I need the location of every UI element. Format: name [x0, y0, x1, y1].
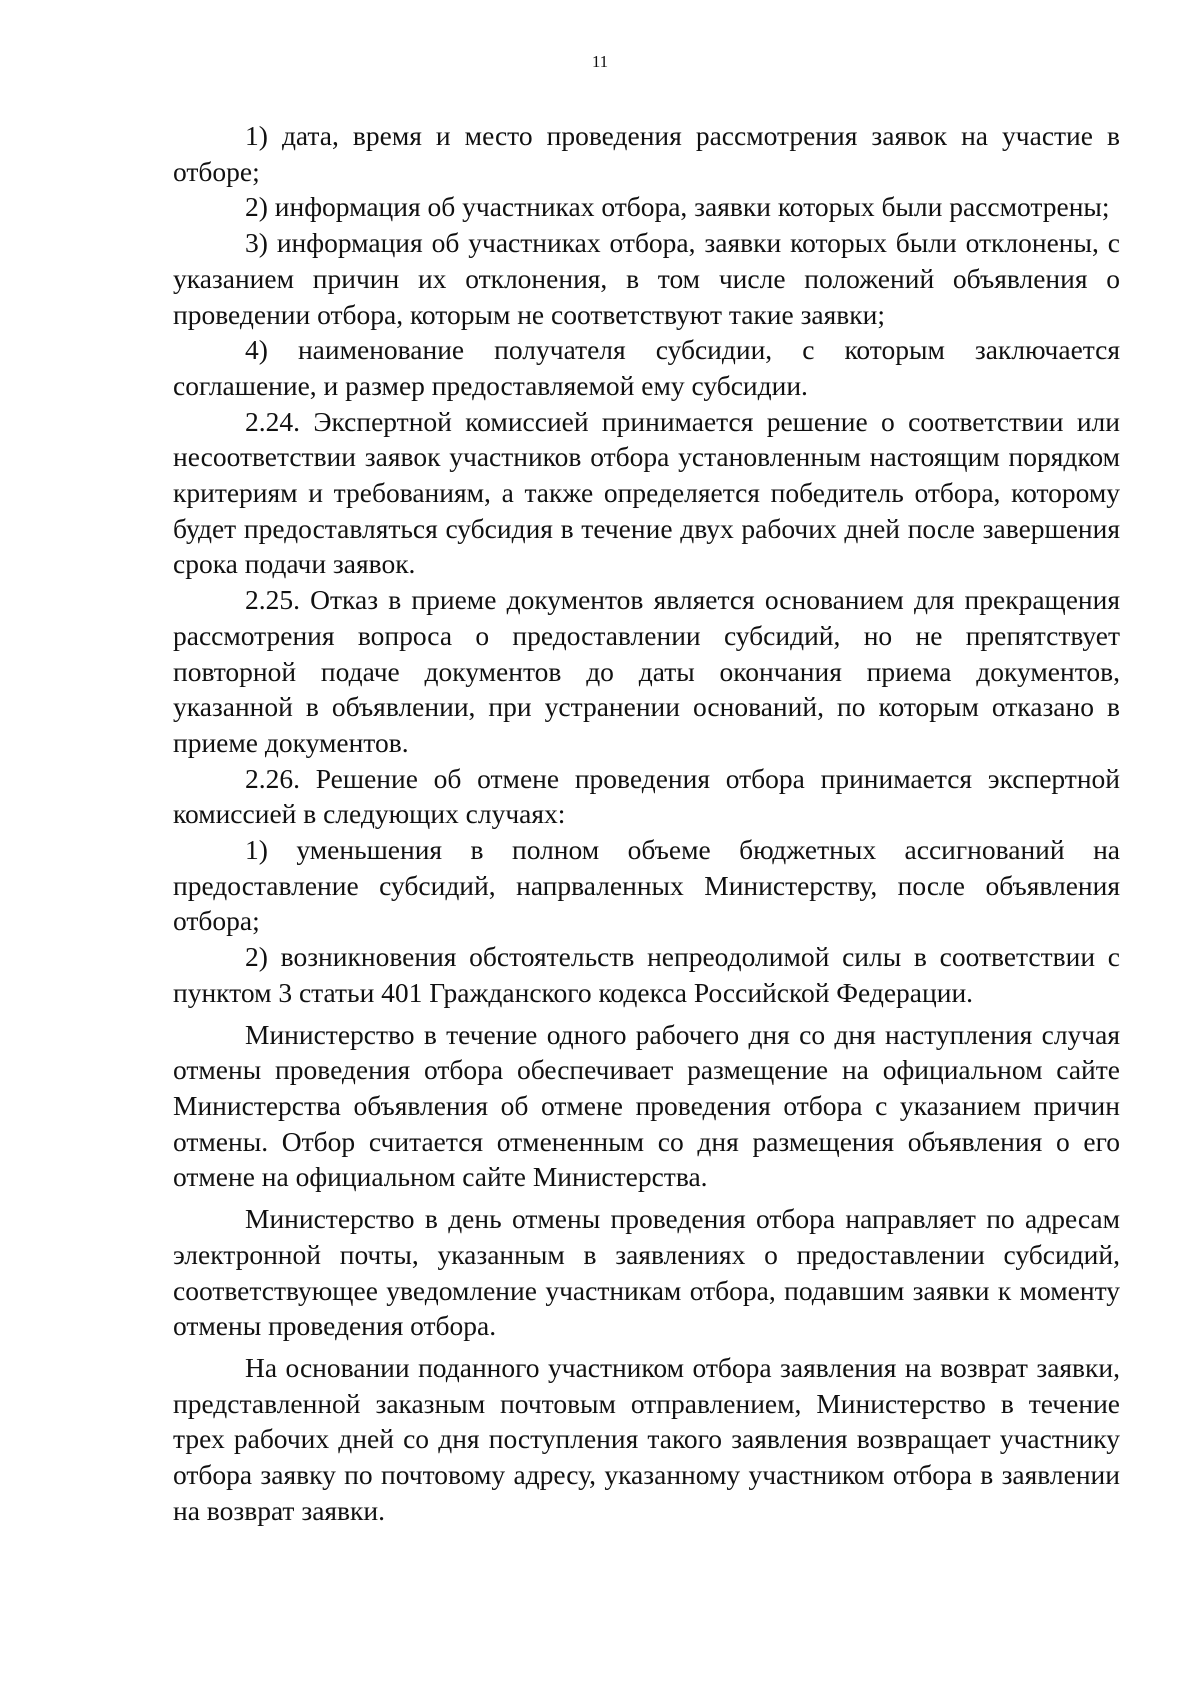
paragraph-cancellation-publication: Министерство в течение одного рабочего дня со дня наступления случая отмены проведения отбора обеспечивает размещение на официальном сайте Министерства объявления об отмене проведения отбора с указанием причин отмены. Отбор считается отмененным со дня размещения объявления о его отмене на официальном сайте Министерства. [173, 1018, 1120, 1193]
cancel-reason-1: 1) уменьшения в полном объеме бюджетных ассигнований на предоставление субсидий, напрваленных Министерству, после объявления отбора; [173, 834, 1120, 937]
list-item-2-reviewed-participants: 2) информация об участниках отбора, заявки которых были рассмотрены; [245, 191, 1110, 223]
clause-2-25: 2.25. Отказ в приеме документов является основанием для прекращения рассмотрения вопроса о предоставлении субсидий, но не препятствует повторной подаче документов до даты окончания приема документов, указанной в объявлении, при устранении оснований, по которым отказано в приеме документов. [173, 584, 1120, 758]
cancel-reason-2: 2) возникновения обстоятельств непреодолимой силы в соответствии с пунктом 3 статьи 401 Гражданского кодекса Российской Федерации. [173, 941, 1120, 1008]
list-item-1-date-time-place: 1) дата, время и место проведения рассмотрения заявок на участие в отборе; [173, 120, 1120, 187]
clause-2-26: 2.26. Решение об отмене проведения отбора принимается экспертной комиссией в следующих случаях: [173, 762, 1120, 830]
page-number: 11 [591, 52, 609, 71]
clause-2-24: 2.24. Экспертной комиссией принимается решение о соответствии или несоответствии заявок участников отбора установленным настоящим порядком критериям и требованиям, а также определяется победитель отбора, которому будет предоставляться субсидия в течение двух рабочих дней после завершения срока подачи заявок. [173, 405, 1120, 580]
list-item-4-recipient-name: 4) наименование получателя субсидии, с которым заключается соглашение, и размер предоставляемой ему субсидии. [173, 334, 1120, 401]
paragraph-application-return: На основании поданного участником отбора заявления на возврат заявки, представленной заказным почтовым отправлением, Министерство в течение трех рабочих дней со дня поступления такого заявления возвращает участнику отбора заявку по почтовому адресу, указанному участником отбора в заявлении на возврат заявки. [173, 1351, 1120, 1526]
list-item-3-rejected-participants: 3) информация об участниках отбора, заявки которых были отклонены, с указанием причин их отклонения, в том числе положений объявления о проведении отбора, которым не соответствуют такие заявки; [173, 227, 1120, 330]
document-body [173, 118, 1120, 1528]
paragraph-cancellation-notification: Министерство в день отмены проведения отбора направляет по адресам электронной почты, указанным в заявлениях о предоставлении субсидий, соответствующее уведомление участникам отбора, подавшим заявки к моменту отмены проведения отбора. [173, 1203, 1120, 1342]
